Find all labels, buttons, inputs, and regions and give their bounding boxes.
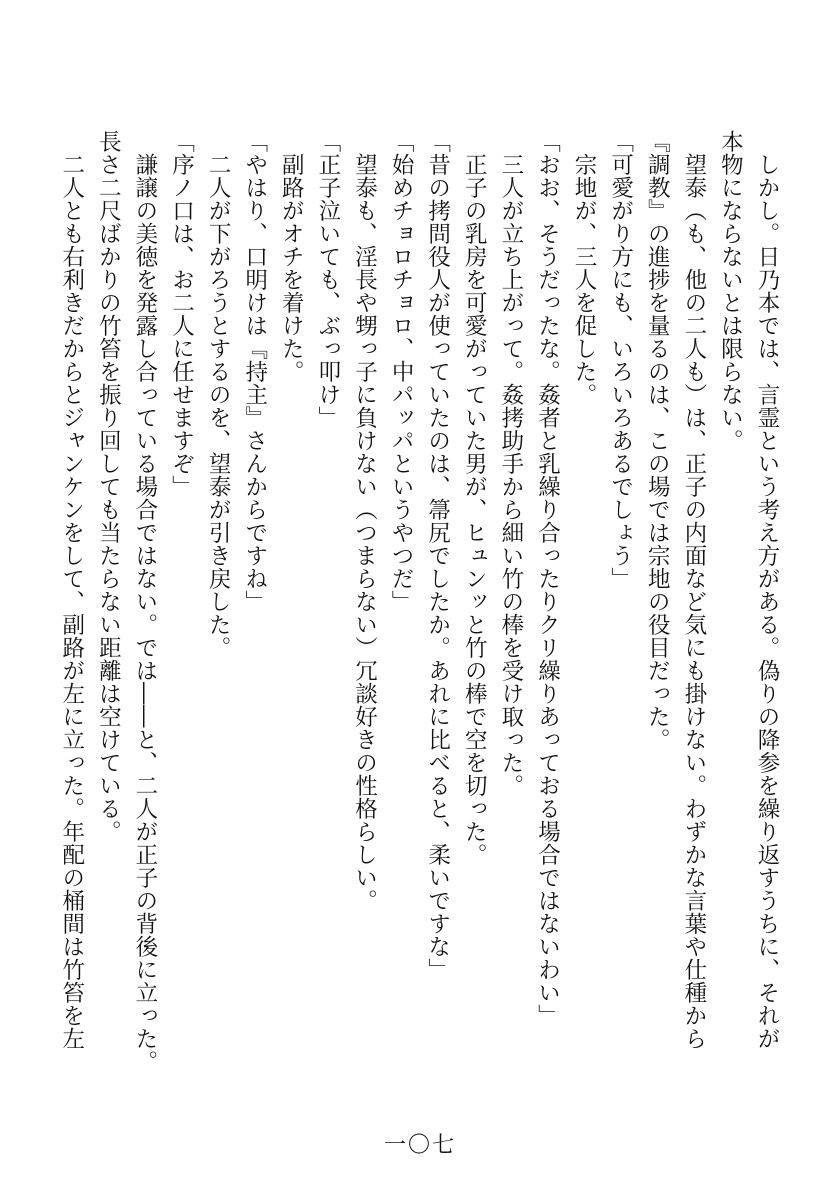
text-line: 「正子泣いても、ぶっ叩け」 xyxy=(314,130,341,429)
text-line: 宗地が、三人を促した。 xyxy=(571,130,598,406)
text-line: 長さ二尺ばかりの竹笞を振り回しても当たらない距離は空けている。 xyxy=(95,130,122,843)
text-line: 「序ノ口は、お二人に任せますぞ」 xyxy=(168,130,195,498)
text-line: 三人が立ち上がって。姦拷助手から細い竹の棒を受け取った。 xyxy=(497,130,524,797)
text-line: 「おお、そうだったな。姦者と乳繰り合ったりクリ繰りあっておる場合ではないわい」 xyxy=(534,130,561,1027)
text-line: 「始めチョロチョロ、中パッパというやつだ」 xyxy=(388,130,415,613)
page-number: 一〇七 xyxy=(383,1133,456,1158)
text-line: しかし。日乃本では、言霊という考え方がある。偽りの降参を繰り返すうちに、それが xyxy=(754,130,780,1050)
text-line: 「昔の拷問役人が使っていたのは、箒尻でしたか。あれに比べると、柔いですな」 xyxy=(424,130,451,981)
text-line: 望泰（も、他の二人も）は、正子の内面など気にも掛けない。わずかな言葉や仕種から xyxy=(680,130,707,1050)
text-line: 正子の乳房を可愛がっていた男が、ヒュンッと竹の棒で空を切った。 xyxy=(461,130,488,866)
text-line: 「やはり、口明けは『持主』さんからですね」 xyxy=(241,130,268,613)
text-line: 二人とも右利きだからとジャンケンをして、副路が左に立った。年配の桶間は竹笞を左 xyxy=(58,130,85,1050)
text-line: 望泰も、淫長や甥っ子に負けない（つまらない）冗談好きの性格らしい。 xyxy=(351,130,378,912)
text-line: 「可愛がり方にも、いろいろあるでしょう」 xyxy=(607,130,634,590)
text-line: 謙譲の美徳を発露し合っている場合ではない。では――と、二人が正子の背後に立った。 xyxy=(131,130,158,1073)
text-line: 副路がオチを着けた。 xyxy=(278,130,305,383)
text-line: 本物にならないとは限らない。 xyxy=(717,130,744,452)
text-line: 二人が下がろうとするのを、望泰が引き戻した。 xyxy=(205,130,232,659)
text-line: 『調教』の進捗を量るのは、この場では宗地の役目だった。 xyxy=(644,130,671,751)
vertical-text-body xyxy=(53,130,785,1073)
